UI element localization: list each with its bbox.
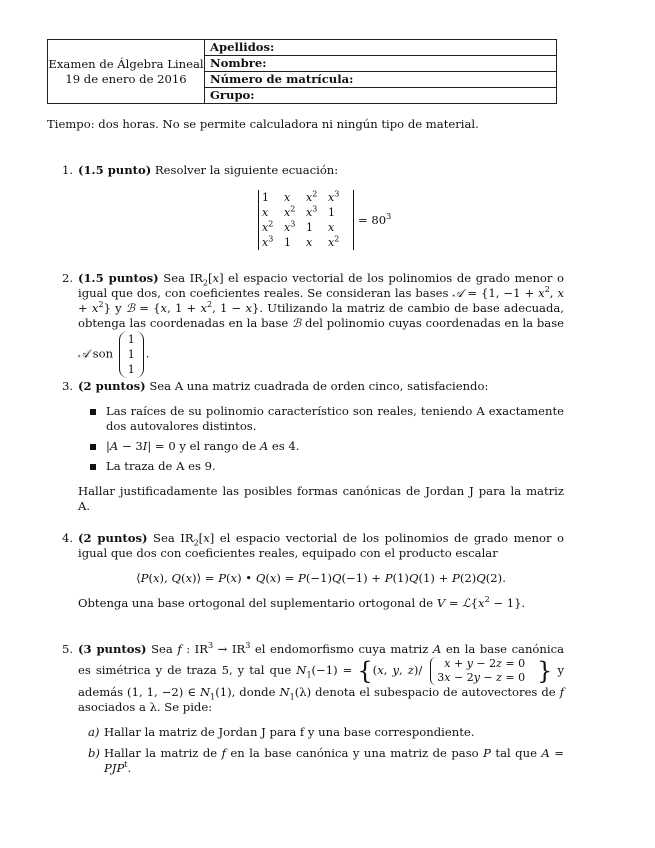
question-number: 2. xyxy=(62,271,74,285)
question-number: 3. xyxy=(62,379,74,393)
question-points: (1.5 punto) xyxy=(78,163,152,177)
question-points: (2 puntos) xyxy=(78,379,146,393)
field-grupo[interactable]: Grupo: xyxy=(210,88,255,102)
coordinate-vector: 1 1 1 xyxy=(119,331,144,378)
question-4: 4. (2 puntos) Sea $IR_2[x]$ el espacio vectorial de los polinomios de grado menor o igual que dos con coeficientes reales, equipado con el producto escalar ⟨P(x), Q(x)⟩ = P(x) • Q(x) = P(−1)Q(−1) + P(1)Q(1) + P(2)Q(2). Obtenga una base ortogonal del suplementario ortogonal de $V = ℒ\{x^2 - 1\}$. xyxy=(62,531,565,610)
question-2: 2. (1.5 puntos) Sea $IR_2[x]$ el espacio vectorial de los polinomios de grado menor o igual que dos, con coeficientes reales. Se consideran las bases 𝒜 = {1, $-1 + x^2$, $x + x^2$} y ℬ = {x, $1 + x^2$, 1 − x}. Utilizando la matriz de cambio de base adecuada, obtenga las coordenadas en la base ℬ del polinomio cuyas coordenadas en la base 𝒜 son 1 1 1 . xyxy=(62,271,565,376)
question-points: (3 puntos) xyxy=(78,642,147,656)
question-5: 5. (3 puntos) Sea f : $IR^3 \to IR^3$ el endomorfismo cuya matriz A en la base canónica es simétrica y de traza 5, y tal que $N_1(-1) = \{(x$, y, z)/ x + y − 2z = 0 3x − 2y − z = 0 } y además (1, 1, −2) ∈ $N_1(1)$, donde $N_1(\lambda)$ denota el subespacio de autovectores de f asociados a λ. Se pide: a) Hallar la matriz de Jordan J para f y una base correspondiente. b) Hallar la matriz de f en la base canónica y una matriz de paso P tal que $A = PJP^t$. xyxy=(62,641,564,775)
subitem-b: b) Hallar la matriz de f en la base canónica y una matriz de paso P tal que $A = PJP^t$. xyxy=(88,746,564,775)
field-apellidos[interactable]: Apellidos: xyxy=(205,40,556,56)
inner-product-formula: ⟨P(x), Q(x)⟩ = P(x) • Q(x) = P(−1)Q(−1) + P(1)Q(1) + P(2)Q(2). xyxy=(136,571,506,585)
question-points: (1.5 puntos) xyxy=(78,271,159,285)
field-matricula[interactable]: Número de matrícula: xyxy=(205,72,556,88)
equation-rhs: = $80^3$ xyxy=(358,211,392,227)
subitem-a: a) Hallar la matriz de Jordan J para f y una base correspondiente. xyxy=(88,725,475,739)
question-1 xyxy=(62,163,564,178)
question-points: (2 puntos) xyxy=(78,531,148,545)
conditions-list xyxy=(78,404,564,474)
exam-header-table xyxy=(47,39,557,104)
exam-title: Examen de Álgebra Lineal xyxy=(48,56,204,71)
question-3 xyxy=(62,379,564,514)
determinant-matrix: 1 x $x^2$ $x^3$ x $x^2$ $x^3$ 1 $x^2$ $x^3$ 1 x $x^3$ 1 x $x^2$ xyxy=(258,190,354,250)
exam-info-cell xyxy=(48,40,205,103)
condition-item: La traza de A es 9. xyxy=(78,459,564,474)
condition-item: |A − 3I| = 0 y el rango de A es 4. xyxy=(78,439,564,454)
condition-item: Las raíces de su polinomio característico son reales, teniendo A exactamente dos autovalores distintos. xyxy=(78,404,564,434)
question-text: Sea A una matriz cuadrada de orden cinco, satisfaciendo: xyxy=(149,379,489,393)
student-fields xyxy=(205,40,556,103)
question-number: 4. xyxy=(62,531,74,545)
question-number: 5. xyxy=(62,642,74,656)
field-nombre[interactable]: Nombre: xyxy=(205,56,556,72)
question-text: Resolver la siguiente ecuación: xyxy=(154,163,339,177)
determinant-equation xyxy=(258,190,391,250)
exam-date: 19 de enero de 2016 xyxy=(65,71,187,86)
equation-system: x + y − 2z = 0 3x − 2y − z = 0 xyxy=(430,657,533,685)
question-closing: Hallar justificadamente las posibles formas canónicas de Jordan J para la matriz A. xyxy=(78,484,564,513)
question-number: 1. xyxy=(62,163,74,177)
instructions: Tiempo: dos horas. No se permite calculadora ni ningún tipo de material. xyxy=(47,117,479,131)
